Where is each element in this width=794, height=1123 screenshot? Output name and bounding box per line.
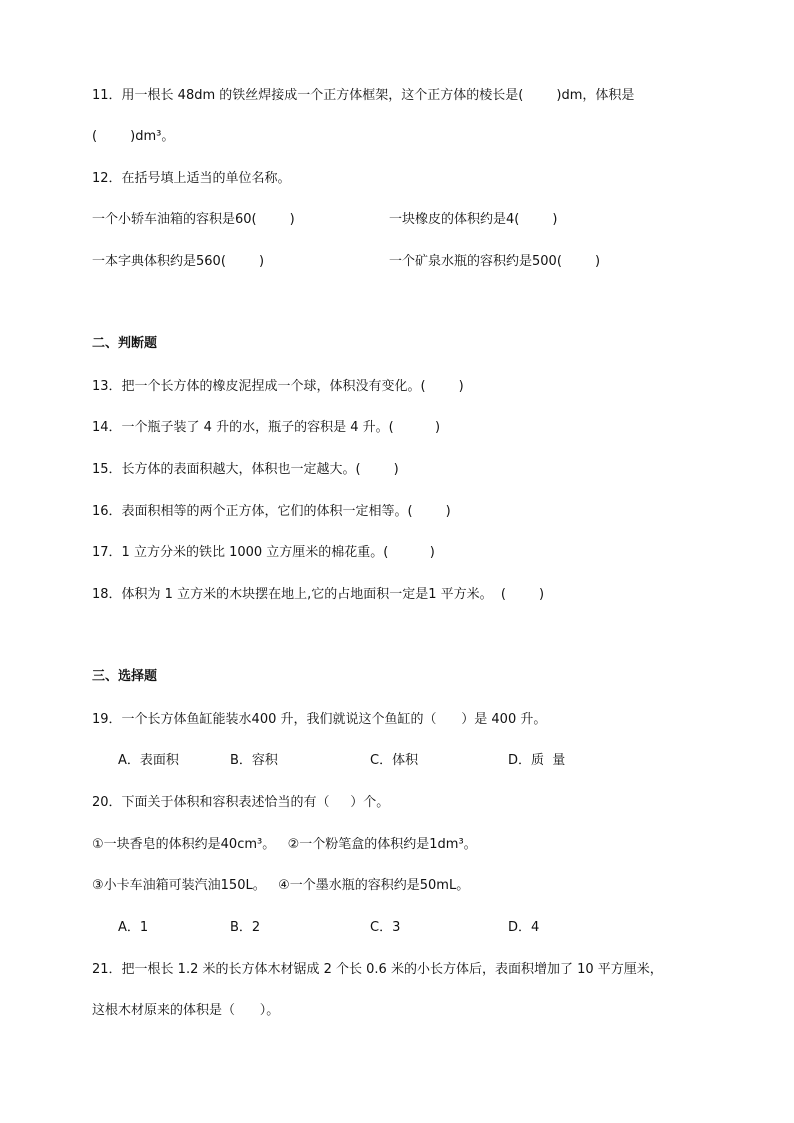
question-20-option-b: B．2 [230, 920, 261, 935]
question-13: 13．把一个长方体的橡皮泥捏成一个球，体积没有变化。( ) [92, 379, 464, 394]
question-12-item-a: 一个小轿车油箱的容积是60( ) [92, 212, 295, 227]
section-heading-judgment: 二、判断题 [92, 336, 158, 351]
question-11-line-2: ( )dm³。 [92, 129, 175, 144]
question-14: 14．一个瓶子装了 4 升的水，瓶子的容积是 4 升。( ) [92, 420, 441, 435]
question-16: 16．表面积相等的两个正方体，它们的体积一定相等。( ) [92, 504, 451, 519]
question-20-option-a: A．1 [118, 920, 149, 935]
question-21-line-1: 21．把一根长 1.2 米的长方体木材锯成 2 个长 0.6 米的小长方体后，表面积增加了 10 平方厘米， [92, 962, 663, 977]
question-19-stem: 19．一个长方体鱼缸能装水400 升，我们就说这个鱼缸的（ ）是 400 升。 [92, 712, 547, 727]
question-19-option-a: A．表面积 [118, 753, 179, 768]
question-12-item-c: 一本字典体积约是560( ) [92, 254, 265, 269]
question-19-option-b: B．容积 [230, 753, 278, 768]
question-15: 15．长方体的表面积越大，体积也一定越大。( ) [92, 462, 399, 477]
question-11-line-1: 11．用一根长 48dm 的铁丝焊接成一个正方体框架，这个正方体的棱长是( )dm，体积是 [92, 88, 635, 103]
question-18: 18．体积为 1 立方米的木块摆在地上,它的占地面积一定是1 平方米。 ( ) [92, 587, 545, 602]
question-20-option-d: D．4 [508, 920, 540, 935]
question-20-option-c: C．3 [370, 920, 401, 935]
question-21-line-2: 这根木材原来的体积是（ ）。 [92, 1003, 280, 1018]
question-20-stem: 20．下面关于体积和容积表述恰当的有（ ）个。 [92, 795, 390, 810]
question-20-statements-3-4: ③小卡车油箱可装汽油150L。 ④一个墨水瓶的容积约是50mL。 [92, 878, 470, 893]
question-20-statements-1-2: ①一块香皂的体积约是40cm³。 ②一个粉笔盒的体积约是1dm³。 [92, 837, 477, 852]
question-12-item-d: 一个矿泉水瓶的容积约是500( ) [389, 254, 601, 269]
section-heading-choice: 三、选择题 [92, 669, 158, 684]
question-19-option-d: D．质 量 [508, 753, 566, 768]
question-19-option-c: C．体积 [370, 753, 419, 768]
question-12-item-b: 一块橡皮的体积约是4( ) [389, 212, 558, 227]
question-17: 17．1 立方分米的铁比 1000 立方厘米的棉花重。( ) [92, 545, 435, 560]
question-12-stem: 12．在括号填上适当的单位名称。 [92, 171, 291, 186]
